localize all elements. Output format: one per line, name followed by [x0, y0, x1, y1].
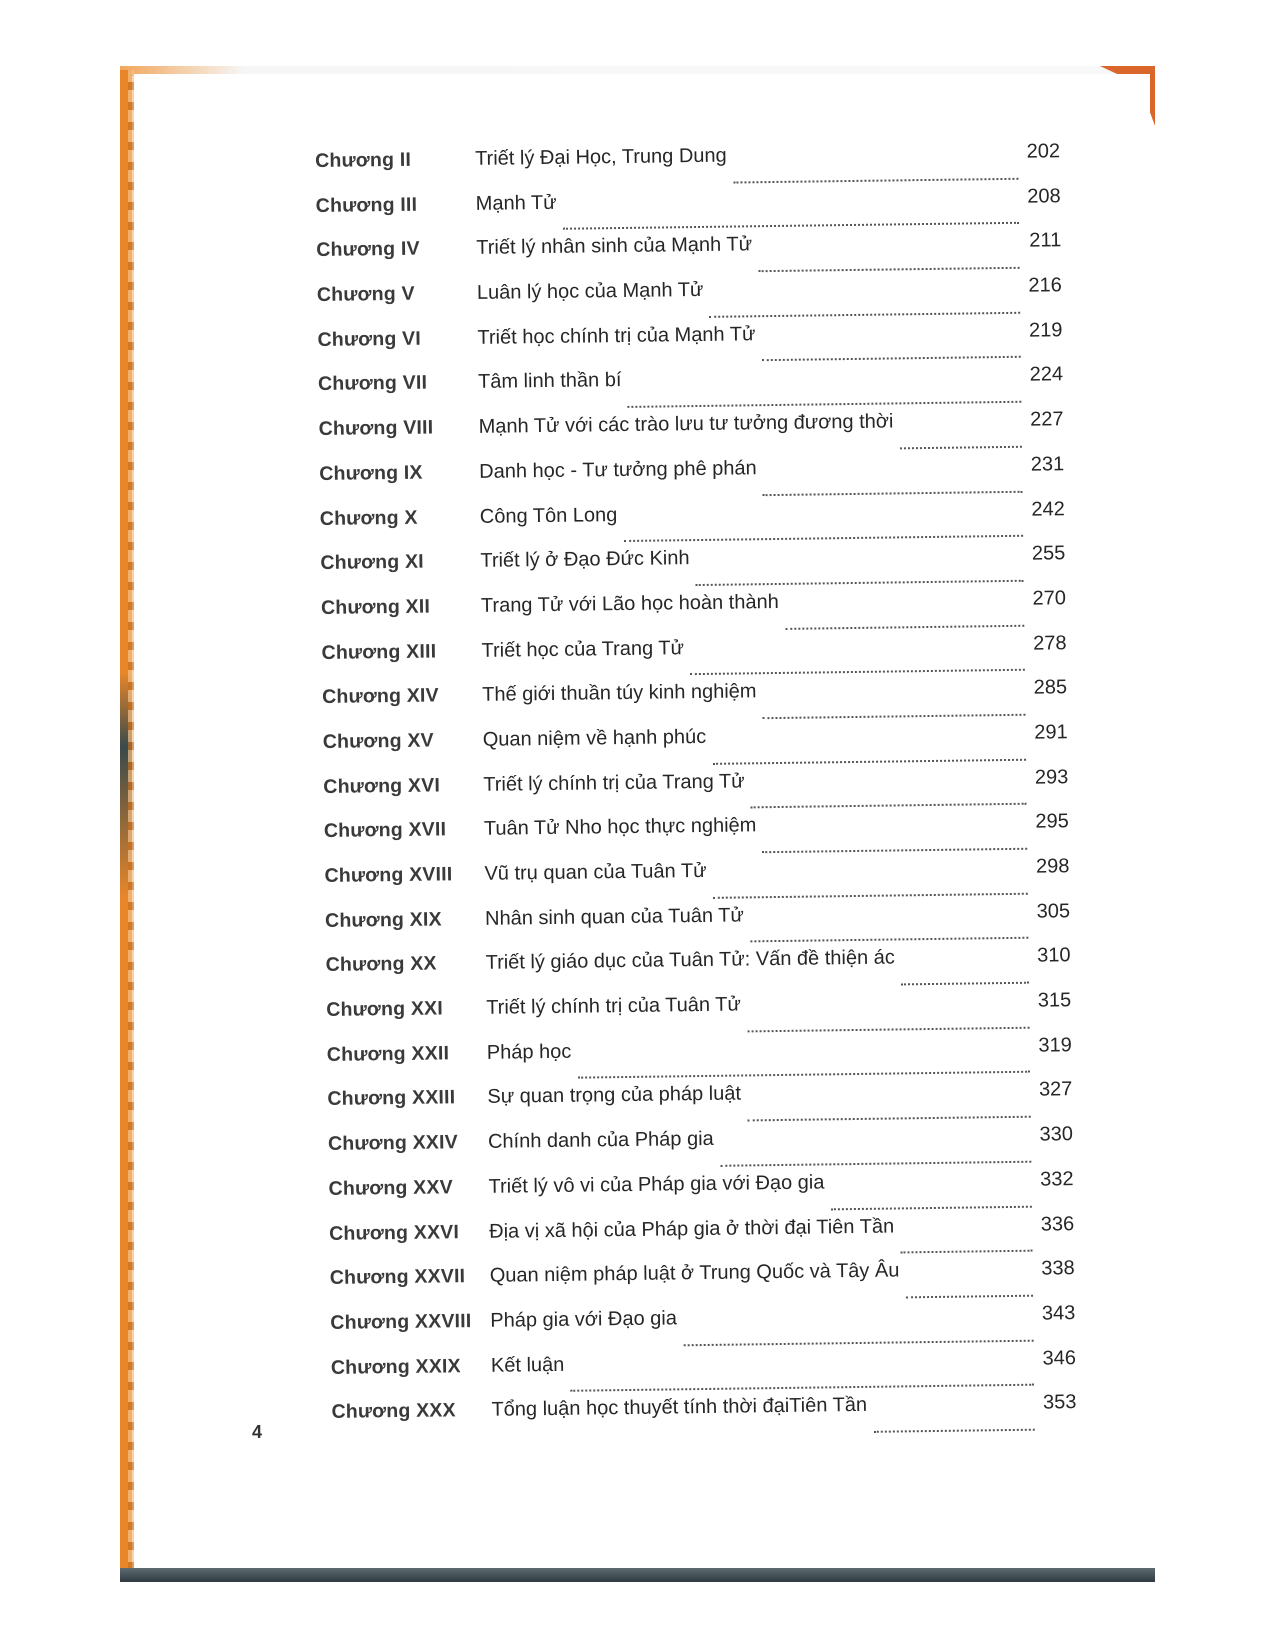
toc-page-number: 278: [1032, 631, 1067, 655]
toc-title: Công Tôn Long: [479, 503, 618, 528]
table-of-contents: [315, 140, 1077, 1446]
toc-dot-leader: [563, 222, 1019, 230]
toc-chapter-label: Chương XXIII: [327, 1086, 456, 1111]
toc-chapter-label: Chương XV: [322, 729, 434, 753]
toc-title: Mạnh Tử với các trào lưu tư tưởng đương thời: [478, 410, 894, 439]
toc-page-number: 327: [1038, 1078, 1073, 1102]
toc-chapter-label: Chương XXIX: [330, 1354, 461, 1379]
toc-dot-leader: [900, 446, 1022, 450]
toc-chapter-label: Chương VII: [317, 371, 428, 396]
toc-dot-leader: [763, 714, 1026, 719]
toc-chapter-label: Chương XXIV: [327, 1131, 459, 1156]
toc-title: Tổng luận học thuyết tính thời đạiTiên Tần: [491, 1394, 868, 1422]
book-edge-bottom: [120, 1568, 1155, 1582]
toc-title: Triết học chính trị của Mạnh Tử: [477, 323, 756, 349]
toc-page-number: 305: [1036, 899, 1071, 923]
toc-page-number: 310: [1037, 944, 1071, 967]
toc-dot-leader: [713, 892, 1028, 898]
toc-chapter-label: Chương XXVII: [329, 1265, 466, 1290]
toc-chapter-label: Chương XX: [325, 952, 437, 977]
toc-title: Pháp học: [486, 1040, 572, 1064]
toc-page-number: 285: [1033, 676, 1068, 699]
toc-title: Triết lý giáo dục của Tuân Tử: Vấn đề thiện ác: [485, 946, 895, 975]
toc-chapter-label: Chương VIII: [318, 416, 434, 441]
toc-dot-leader: [720, 1161, 1031, 1167]
toc-page-number: 338: [1041, 1257, 1075, 1280]
toc-chapter-label: Chương XXVI: [329, 1220, 460, 1245]
toc-title: Triết lý vô vi của Pháp gia với Đạo gia: [488, 1171, 825, 1198]
toc-chapter-label: Chương XXVIII: [330, 1309, 472, 1334]
toc-page-number: 319: [1038, 1033, 1072, 1057]
toc-chapter-label: Chương III: [315, 193, 418, 217]
toc-title: Mạnh Tử: [475, 191, 557, 215]
toc-dot-leader: [900, 1250, 1032, 1254]
toc-page-number: 202: [1026, 140, 1061, 163]
toc-title: Địa vị xã hội của Pháp gia ở thời đại Tiên Tần: [489, 1215, 895, 1243]
toc-title: Luân lý học của Mạnh Tử: [476, 278, 704, 304]
toc-chapter-label: Chương XXI: [326, 997, 444, 1021]
toc-page-number: 346: [1042, 1346, 1077, 1370]
toc-dot-leader: [696, 580, 1024, 586]
toc-title: Triết lý ở Đạo Đức Kinh: [480, 547, 690, 573]
toc-chapter-label: Chương V: [316, 282, 415, 307]
toc-dot-leader: [733, 177, 1018, 183]
toc-title: Triết lý chính trị của Trang Tử: [483, 770, 745, 796]
toc-title: Triết học của Trang Tử: [481, 636, 685, 662]
toc-dot-leader: [747, 1026, 1029, 1032]
toc-title: Quan niệm pháp luật ở Trung Quốc và Tây Âu: [489, 1259, 900, 1287]
toc-page-number: 298: [1035, 855, 1070, 878]
toc-chapter-label: Chương XXV: [328, 1176, 453, 1200]
toc-page-number: 219: [1028, 318, 1063, 342]
toc-page-number: 216: [1028, 274, 1062, 297]
toc-page-number: 270: [1032, 587, 1067, 610]
toc-dot-leader: [713, 758, 1026, 764]
toc-title: Danh học - Tư tưởng phê phán: [479, 457, 757, 483]
toc-dot-leader: [763, 848, 1028, 853]
toc-page-number: 332: [1040, 1167, 1074, 1191]
toc-page-number: 330: [1039, 1123, 1074, 1146]
toc-title: Nhân sinh quan của Tuân Tử: [484, 904, 744, 930]
toc-dot-leader: [901, 982, 1029, 986]
toc-page-number: 293: [1034, 765, 1069, 789]
toc-page-number: 255: [1031, 542, 1066, 565]
toc-title: Kết luận: [490, 1353, 565, 1377]
toc-page-number: 295: [1035, 810, 1069, 833]
toc-page-number: 336: [1040, 1212, 1075, 1236]
toc-chapter-label: Chương VI: [317, 327, 422, 351]
toc-chapter-label: Chương IX: [319, 461, 423, 485]
toc-title: Triết lý nhân sinh của Mạnh Tử: [476, 233, 753, 260]
page-number: 4: [252, 1422, 263, 1442]
toc-page-number: 291: [1034, 721, 1068, 744]
toc-title: Tâm linh thần bí: [477, 369, 622, 394]
toc-dot-leader: [751, 803, 1027, 809]
toc-dot-leader: [906, 1295, 1033, 1299]
toc-title: Trang Tử với Lão học hoàn thành: [480, 590, 779, 617]
toc-chapter-label: Chương XIV: [322, 684, 439, 709]
toc-title: Thế giới thuần túy kinh nghiệm: [482, 680, 757, 707]
toc-chapter-label: Chương IV: [316, 238, 420, 262]
toc-dot-leader: [571, 1384, 1035, 1392]
toc-dot-leader: [690, 669, 1025, 675]
toc-chapter-label: Chương XVI: [323, 774, 441, 798]
toc-dot-leader: [785, 624, 1024, 629]
toc-chapter-label: Chương XXX: [331, 1399, 456, 1424]
toc-dot-leader: [628, 401, 1022, 408]
toc-page-number: 353: [1042, 1391, 1077, 1414]
toc-title: Triết lý chính trị của Tuân Tử: [486, 993, 741, 1019]
toc-page-number: 227: [1030, 408, 1064, 431]
toc-page-number: 315: [1037, 989, 1072, 1012]
toc-chapter-label: Chương II: [315, 148, 412, 172]
toc-title: Vũ trụ quan của Tuân Tử: [484, 859, 707, 885]
toc-dot-leader: [758, 267, 1019, 272]
toc-page-number: 231: [1030, 453, 1065, 476]
toc-dot-leader: [873, 1429, 1034, 1433]
toc-chapter-label: Chương XVII: [323, 818, 447, 843]
toc-title: Pháp gia với Đạo gia: [490, 1307, 678, 1332]
toc-chapter-label: Chương XI: [320, 550, 424, 575]
toc-dot-leader: [831, 1205, 1032, 1210]
toc-page-number: 242: [1031, 497, 1065, 521]
toc-chapter-label: Chương XII: [320, 595, 431, 619]
toc-title: Quan niệm về hạnh phúc: [482, 725, 707, 751]
toc-dot-leader: [763, 490, 1023, 495]
toc-dot-leader: [747, 1116, 1030, 1122]
toc-dot-leader: [624, 535, 1023, 542]
toc-chapter-label: Chương XIII: [321, 640, 437, 664]
toc-title: Triết lý Đại Học, Trung Dung: [474, 144, 727, 170]
toc-dot-leader: [750, 937, 1028, 943]
toc-page-number: 208: [1027, 184, 1061, 208]
toc-chapter-label: Chương X: [319, 506, 418, 530]
toc-title: Tuân Tử Nho học thực nghiệm: [483, 814, 757, 841]
toc-page-number: 224: [1029, 363, 1064, 387]
toc-chapter-label: Chương XVIII: [324, 863, 453, 887]
toc-title: Chính danh của Pháp gia: [487, 1127, 714, 1153]
toc-page-number: 343: [1041, 1302, 1076, 1325]
toc-title: Sự quan trọng của pháp luật: [487, 1082, 742, 1109]
toc-dot-leader: [683, 1339, 1033, 1346]
toc-dot-leader: [578, 1071, 1030, 1079]
toc-chapter-label: Chương XIX: [324, 908, 442, 932]
toc-dot-leader: [762, 356, 1021, 361]
toc-dot-leader: [710, 312, 1021, 318]
toc-chapter-label: Chương XXII: [326, 1042, 450, 1066]
toc-page-number: 211: [1029, 229, 1062, 253]
